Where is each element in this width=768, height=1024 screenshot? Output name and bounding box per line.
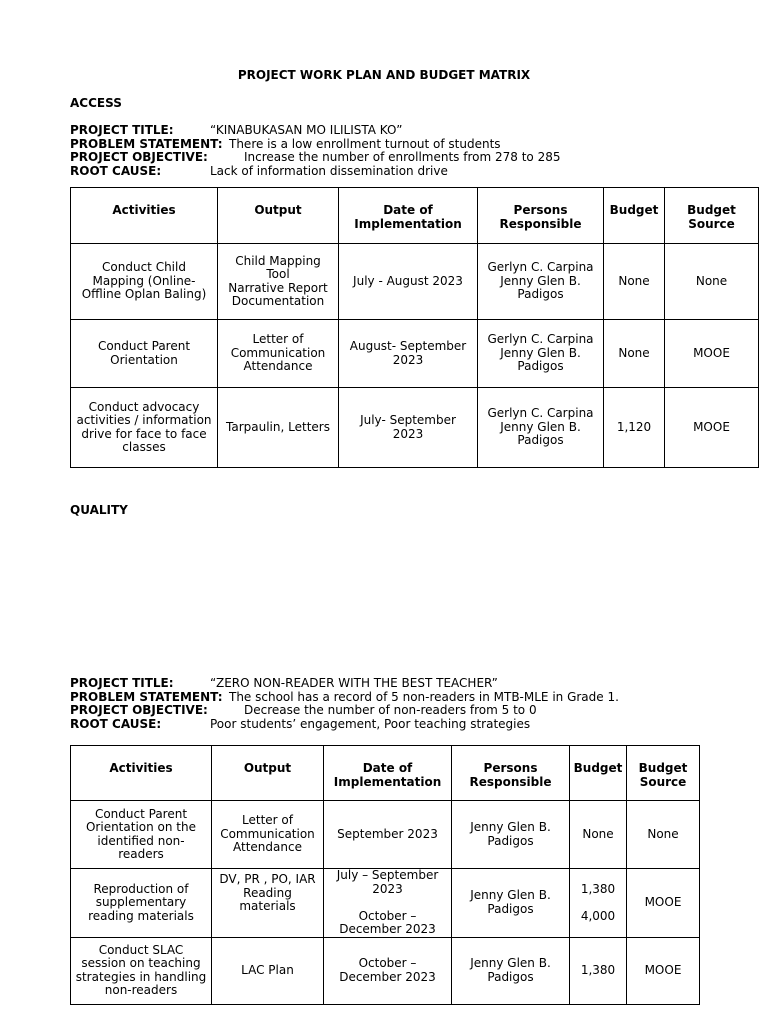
output-line: Letter of Communication [220,813,315,841]
person-name: Jenny Glen B. Padigos [500,273,581,302]
budget-source-cell: MOOE [627,869,700,938]
budget-line: None [582,826,614,841]
root-cause-value: Poor students’ engagement, Poor teaching strategies [210,716,531,731]
output-line: Attendance [243,359,313,374]
person-name: Jenny Glen B. Padigos [500,419,581,448]
output-line: Tarpaulin, Letters [226,419,330,434]
output-line: DV, PR , PO, IAR [219,872,316,886]
column-header-budget: Budget [604,188,665,244]
persons-cell: Jenny Glen B. Padigos [452,801,570,869]
date-cell: July - August 2023 [339,244,478,320]
date-cell [324,801,452,869]
activity-cell: Conduct SLAC session on teaching strategies in handling non-readers [71,937,212,1004]
persons-cell [478,320,604,388]
output-line: Reading materials [239,885,296,913]
output-cell [212,801,324,869]
budget-cell [570,869,627,938]
root-cause-value: Lack of information dissemination drive [210,163,448,178]
date-cell: August- September 2023 [339,320,478,388]
budget-cell: None [604,320,665,388]
table-row [71,937,700,1004]
output-cell [218,320,339,388]
table-row [71,869,700,938]
column-header-activities: Activities [71,746,212,801]
project-objective-label: PROJECT OBJECTIVE: [70,150,208,164]
section-heading-access: ACCESS [70,96,122,110]
root-cause-label: ROOT CAUSE: [70,716,162,731]
problem-statement-value: The school has a record of 5 non-readers in MTB-MLE in Grade 1. [229,689,619,704]
output-line: Documentation [231,294,325,308]
output-line: LAC Plan [241,962,294,977]
project-title-label: PROJECT TITLE: [70,676,174,690]
date-line: September 2023 [337,826,438,841]
date-line: October – December 2023 [339,908,436,936]
problem-statement-label: PROBLEM STATEMENT: [70,136,223,151]
table-row [71,320,759,388]
budget-line: 1,380 [580,962,616,977]
person-name: Gerlyn C. Carpina [487,332,594,347]
person-name: Gerlyn C. Carpina [487,406,594,421]
column-header-output: Output [218,188,339,244]
budget-gap [574,896,622,910]
document-title: PROJECT WORK PLAN AND BUDGET MATRIX [237,68,531,82]
date-line: October – December 2023 [339,956,436,984]
date-cell [324,869,452,938]
budget-line: 1,380 [580,881,616,896]
output-cell [218,388,339,468]
budget-source-cell: MOOE [665,320,759,388]
output-line: Child Mapping Tool [235,253,321,281]
column-header-activities: Activities [71,188,218,244]
table-row [71,801,700,869]
budget-cell: None [604,244,665,320]
budget-source-cell: MOOE [665,388,759,468]
column-header-output: Output [212,746,324,801]
activity-cell: Conduct Parent Orientation on the identified non-readers [71,801,212,869]
problem-statement-label: PROBLEM STATEMENT: [70,689,223,704]
date-gap [328,896,447,910]
root-cause-label: ROOT CAUSE: [70,163,162,178]
table-header-row [71,188,759,244]
column-header-date: Date of Implementation [339,188,478,244]
project-title-value: “ZERO NON-READER WITH THE BEST TEACHER” [210,676,498,690]
budget-cell [570,801,627,869]
budget-cell: 1,120 [604,388,665,468]
access-matrix-table [70,187,759,468]
column-header-date: Date of Implementation [324,746,452,801]
column-header-budget: Budget [570,746,627,801]
project-title-label: PROJECT TITLE: [70,123,174,137]
column-header-budget-source: Budget Source [627,746,700,801]
date-line: July – September 2023 [336,868,439,896]
budget-cell [570,937,627,1004]
person-name: Gerlyn C. Carpina [487,260,594,275]
quality-matrix-table [70,745,700,1005]
project-objective-value: Decrease the number of non-readers from 5 to 0 [244,703,537,717]
output-cell [212,937,324,1004]
persons-cell [478,388,604,468]
problem-statement-value: There is a low enrollment turnout of students [229,136,501,151]
activity-cell: Conduct Parent Orientation [71,320,218,388]
column-header-persons: Persons Responsible [452,746,570,801]
activity-cell: Conduct Child Mapping (Online-Offline Oplan Baling) [71,244,218,320]
budget-source-cell: MOOE [627,937,700,1004]
section-heading-quality: QUALITY [70,503,128,517]
budget-source-cell: None [627,801,700,869]
person-name: Jenny Glen B. Padigos [500,345,581,374]
date-cell [324,937,452,1004]
column-header-budget-source: Budget Source [665,188,759,244]
project-title-value: “KINABUKASAN MO ILILISTA KO” [210,123,403,137]
persons-cell [478,244,604,320]
output-cell [218,244,339,320]
output-cell [212,869,324,938]
column-header-persons: Persons Responsible [478,188,604,244]
project-objective-value: Increase the number of enrollments from 278 to 285 [244,150,561,164]
output-line: Letter of Communication [230,332,326,360]
budget-line: 4,000 [580,908,616,923]
activity-cell: Reproduction of supplementary reading materials [71,869,212,938]
table-row [71,388,759,468]
date-cell: July- September 2023 [339,388,478,468]
project-objective-label: PROJECT OBJECTIVE: [70,703,208,717]
table-header-row [71,746,700,801]
activity-cell: Conduct advocacy activities / information drive for face to face classes [71,388,218,468]
persons-cell: Jenny Glen B. Padigos [452,937,570,1004]
output-line: Attendance [233,840,302,855]
budget-source-cell: None [665,244,759,320]
output-line: Narrative Report [228,280,328,295]
persons-cell: Jenny Glen B. Padigos [452,869,570,938]
table-row [71,244,759,320]
